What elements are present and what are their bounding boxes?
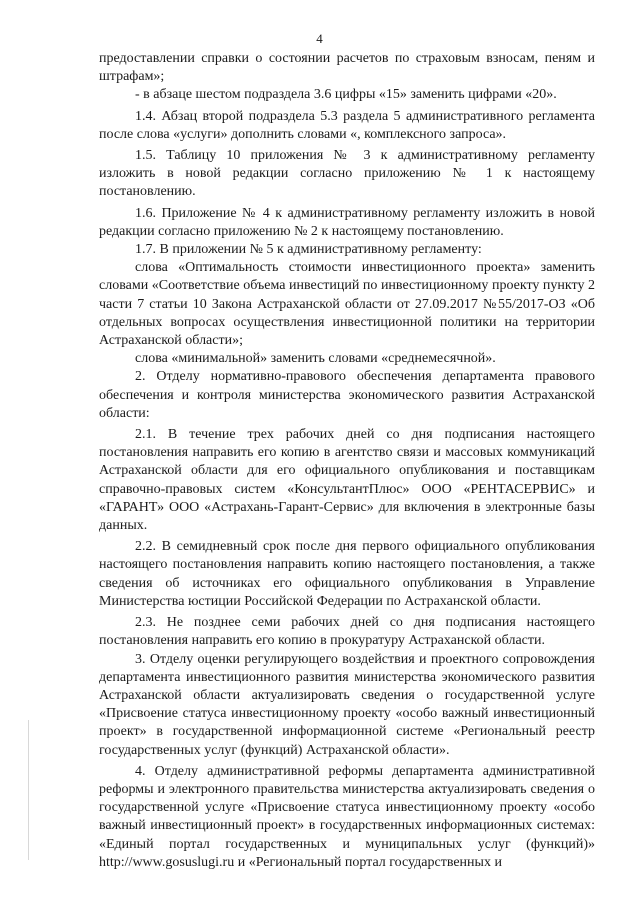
paragraph-subsection-3-6: - в абзаце шестом подраздела 3.6 цифры «15» заменить цифрами «20». <box>135 87 557 103</box>
paragraph-1-7-words-1: слова «Оптимальность стоимости инвестиционного проекта» заменить словами «Соответствие объема инвестиций по инвестиционному проекту пункту 2 части 7 статьи 10 Закона Астраханской области от 27.09.2017 №55/2017-ОЗ «Об отдельных вопросах осуществления инвестиционной политики на территории Астраханской области»; <box>99 260 595 349</box>
paragraph-4: 4. Отделу административной реформы департамента административной реформы и электронного правительства министерства актуализировать сведения о государственной услуге «Присвоение статуса инвестиционному проекту «особо важный инвестиционный проект» в государственных информационных системах: «Единый портал государственных и муниципальных услуг (функций)» http://www.gosuslugi.ru и «Региональный портал государственных и <box>99 763 595 870</box>
paragraph-2: 2. Отделу нормативно-правового обеспечения департамента правового обеспечения и контроля министерства экономического развития Астраханской области: <box>99 369 595 421</box>
document-body <box>99 50 595 872</box>
paragraph-1-7-words-2: слова «минимальной» заменить словами «среднемесячной». <box>135 351 496 367</box>
scan-edge-line <box>28 720 29 860</box>
paragraph-2-3: 2.3. Не позднее семи рабочих дней со дня подписания настоящего постановления направить его копию в прокуратуру Астраханской области. <box>99 615 595 649</box>
paragraph-1-6: 1.6. Приложение № 4 к административному регламенту изложить в новой редакции согласно приложению № 2 к настоящему постановлению. <box>99 205 595 239</box>
paragraph-1-7: 1.7. В приложении № 5 к административному регламенту: <box>135 242 482 258</box>
page-number: 4 <box>316 31 323 46</box>
paragraph-2-2: 2.2. В семидневный срок после дня первого официального опубликования настоящего постановления направить копию настоящего постановления, а также сведения об источниках его официального опубликования в Управление Министерства юстиции Российской Федерации по Астраханской области. <box>99 539 595 609</box>
paragraph-continuation: предоставлении справки о состоянии расчетов по страховым взносам, пеням и штрафам»; <box>99 51 595 85</box>
paragraph-2-1: 2.1. В течение трех рабочих дней со дня подписания настоящего постановления направить его копию в агентство связи и массовых коммуникаций Астраханской области для его официального опубликования и поставщикам справочно-правовых систем «КонсультантПлюс» ООО «РЕНТАСЕРВИС» и «ГАРАНТ» ООО «Астрахань-Гарант-Сервис» для включения в электронные базы данных. <box>99 427 595 534</box>
paragraph-3: 3. Отделу оценки регулирующего воздействия и проектного сопровождения департамента инвестиционного развития министерства экономического развития Астраханской области актуализировать сведения о государственной услуге «Присвоение статуса инвестиционному проекту «особо важный инвестиционный проект» в государственной информационной системе «Региональный реестр государственных услуг (функций) Астраханской области». <box>99 651 595 758</box>
paragraph-1-4: 1.4. Абзац второй подраздела 5.3 раздела 5 административного регламента после слова «услуги» дополнить словами «, комплексного запроса». <box>99 108 595 142</box>
paragraph-1-5: 1.5. Таблицу 10 приложения № 3 к административному регламенту изложить в новой редакции согласно приложению № 1 к настоящему постановлению. <box>99 148 595 200</box>
